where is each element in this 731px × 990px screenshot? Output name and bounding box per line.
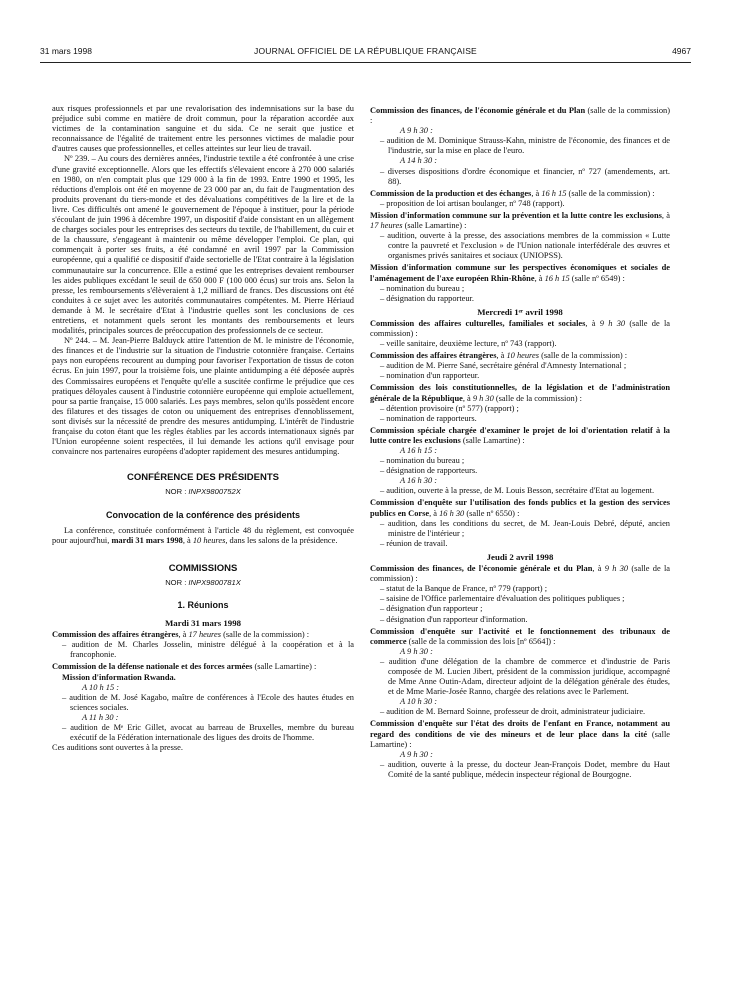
session-time: A 16 h 15 : xyxy=(400,446,438,455)
agenda-item: – désignation du rapporteur. xyxy=(380,293,474,303)
day-heading: Mardi 31 mars 1998 xyxy=(165,618,241,629)
day-heading: Mercredi 1ᵉʳ avril 1998 xyxy=(477,306,563,317)
commission-entry: Mission d'information commune sur la prévention et la lutte contre les exclusions, à 17 heures (salle Lamartine) : xyxy=(370,210,671,231)
convocation-text: La conférence, constituée conformément à l'article 48 du règlement, est convoquée pour aujourd'hui, mardi 31 mars 1998, à 10 heures, dans les salons de la présidence. xyxy=(52,525,354,545)
agenda-item: – audition d'une délégation de la chambre de commerce et d'industrie de Paris composée de M. Lucien Jibert, président de la commission juridique, accompagné de Mme Anne Outin-Adam, directeur adjoint de la délégation générale des études, et de Mme Marie-Josée Ranno, chargée des relations avec le Parlement. xyxy=(380,656,670,697)
commission-entry: Commission des finances, de l'économie générale et du Plan (salle de la commission) : xyxy=(370,106,671,126)
agenda-item: – audition de M. Dominique Strauss-Kahn, ministre de l'économie, des finances et de l'industrie, sur la mise en place de l'euro. xyxy=(380,136,670,156)
commission-entry: Mission d'information commune sur les perspectives économiques et sociales de l'aménagement de l'axe européen Rhin-Rhône, à 16 h 15 (salle nº 6549) : xyxy=(370,263,670,283)
header-title: JOURNAL OFFICIEL DE LA RÉPUBLIQUE FRANÇAISE xyxy=(254,46,477,56)
agenda-item: – nomination de rapporteurs. xyxy=(380,413,477,423)
question-239: Nº 239. – Au cours des dernières années, l'industrie textile a été confrontée à une crise d'une gravité exceptionnelle. Alors que les effectifs s'élevaient encore à 270 000 salariés en 1980, on n'en comptait plus que 129 000 à la fin de 1993. Entre 1990 et 1995, les réductions d'emplois ont été en moyenne de 23 000 par an, du fait de l'augmentation des produits provenant du tiers-monde et des dévaluations compétitives de la lire et de la livre. Ces difficultés ont amené le gouvernement de l'époque à instituer, pour la période s'écoulant de juin 1996 à décembre 1997, un dispositif d'aide consistant en un allègement de charges sociales pour les entreprises des secteurs du textile, de l'habillement, du cuir et de la chaussure, s'engageant à maintenir ou même développer l'emploi. Ce plan, qui commençait à porter ses fruits, a été condamné en avril 1997 par la Commission européenne, qui a qualifié ce dispositif d'aide sectorielle de l'Etat contraire à la législation communautaire sur la concurrence. Elle a estimé que les entreprises devaient rembourser les aides publiques excédant le seuil de 650 000 F (100 000 écus) sur trois ans. Selon la presse, les remboursements s'élèveraient à 1,2 milliard de francs. Des discussions ont été conduites à ce sujet avec les autorités communautaires compétentes. M. Pierre Hériaud demande à M. le secrétaire d'Etat à l'industrie quelles sont les conclusions de ces entretiens, et notamment quels seront les montants des remboursements et leurs modalités, principales sources de préoccupation des professionnels de ce secteur. xyxy=(52,154,354,336)
agenda-item: – désignation d'un rapporteur d'information. xyxy=(380,614,528,624)
section-title-conference: CONFÉRENCE DES PRÉSIDENTS xyxy=(126,472,280,484)
page-number: 4967 xyxy=(672,46,691,56)
commission-entry: Commission de la défense nationale et des forces armées (salle Lamartine) : xyxy=(52,662,317,672)
left-column xyxy=(52,104,354,753)
agenda-item: – désignation de rapporteurs. xyxy=(380,466,478,476)
session-time: A 11 h 30 : xyxy=(82,712,119,722)
session-time: A 9 h 30 : xyxy=(400,749,433,759)
agenda-item: – audition de M. Pierre Sané, secrétaire général d'Amnesty International ; xyxy=(380,361,627,371)
nor-reference: NOR : INPX9800781X xyxy=(165,577,241,587)
agenda-item: – veille sanitaire, deuxième lecture, nº 743 (rapport). xyxy=(380,339,557,349)
commission-entry: Commission des finances, de l'économie générale et du Plan, à 9 h 30 (salle de la commission) : xyxy=(370,564,671,584)
reunions-heading: 1. Réunions xyxy=(177,599,229,610)
session-time: A 10 h 15 : xyxy=(82,682,120,692)
agenda-item: – audition, ouverte à la presse, de M. Louis Besson, secrétaire d'Etat au logement. xyxy=(380,486,655,496)
press-note: Ces auditions sont ouvertes à la presse. xyxy=(52,743,183,753)
question-244: Nº 244. – M. Jean-Pierre Balduyck attire l'attention de M. le ministre de l'économie, des finances et de l'industrie sur la situation de l'industrie cotonnière française. Certains pays non européens recourent au dumping pour favoriser l'exportation de tissus de coton écrus. En juin 1997, pour la troisième fois, une plainte antidumping a été déposée auprès des Commissaires européens et l'enquête qu'elle a suscitée confirme le préjudice que ces pratiques déloyales causent à l'industrie cotonnière européenne qui emploie actuellement, pour sa partie française, 15 000 salariés. Les pays membres, selon qu'ils possèdent encore des filatures et des tissages de coton ou uniquement des entreprises d'ennoblissement, sont divisés sur la nécessité de prendre des mesures antidumping. L'intérêt de l'industrie française du coton étant que les règles établies par les accords internationaux signés par l'Union européenne soient respectées, il lui demande les actions qu'il envisage pour convaincre nos partenaires européens d'adopter rapidement des mesures antidumping. xyxy=(52,336,354,457)
agenda-item: – nomination du bureau ; xyxy=(380,456,465,466)
agenda-item: – audition, ouverte à la presse, du docteur Jean-François Dodet, membre du Haut Comité de la santé publique, médecin inspecteur régional de Bourgogne. xyxy=(380,759,670,779)
mission-title: Mission d'information Rwanda. xyxy=(62,672,176,682)
header-rule xyxy=(40,62,691,63)
commission-entry: Commission des affaires étrangères, à 10 heures (salle de la commission) : xyxy=(370,351,628,361)
agenda-item: – désignation d'un rapporteur ; xyxy=(380,604,483,614)
commission-entry: Commission des affaires étrangères, à 17 heures (salle de la commission) : xyxy=(52,630,310,640)
agenda-item: – audition de M. Bernard Soinne, professeur de droit, administrateur judiciaire. xyxy=(380,707,646,717)
nor-reference: NOR : INPX9800752X xyxy=(165,487,241,497)
agenda-item: – audition de M. Charles Josselin, ministre délégué à la coopération et à la francophonie. xyxy=(62,640,354,660)
header-date: 31 mars 1998 xyxy=(40,46,92,56)
session-time: A 9 h 30 : xyxy=(400,126,433,136)
commission-entry: Commission d'enquête sur l'activité et le fonctionnement des tribunaux de commerce (salle de la commission des lois [nº 6564]) : xyxy=(370,626,670,646)
paragraph: aux risques professionnels et par une revalorisation des indemnisations sur la base du préjudice subi comme en matière de droit commun, pour la réparation accordée aux victimes de la contamination sanguine et du sida. Ce ne serait que justice et reconnaissance de l'égalité de traitement entre les personnes victimes de maladie pour d'autres causes que professionnelles, et celles atteintes sur leur lieu de travail. xyxy=(52,104,354,154)
agenda-item: – diverses dispositions d'ordre économique et financier, nº 727 (amendements, art. 88). xyxy=(380,166,670,186)
agenda-item: – détention provisoire (nº 577) (rapport) ; xyxy=(380,403,519,413)
agenda-item: – audition, ouverte à la presse, des associations membres de la commission « Lutte contre la pauvreté et l'exclusion » de l'Union nationale interfédérale des œuvres et organismes privés sanitaires et sociaux (UNIOPSS). xyxy=(380,231,670,261)
agenda-item: – audition, dans les conditions du secret, de M. Jean-Louis Debré, député, ancien ministre de l'intérieur ; xyxy=(380,518,670,538)
agenda-item: – proposition de loi artisan boulanger, nº 748 (rapport). xyxy=(380,198,565,208)
agenda-item: – audition de Mᵉ Eric Gillet, avocat au barreau de Bruxelles, membre du bureau exécutif de la Fédération internationale des ligues des droits de l'homme. xyxy=(62,722,354,743)
session-time: A 14 h 30 : xyxy=(400,156,438,166)
day-heading: Jeudi 2 avril 1998 xyxy=(486,551,554,562)
session-time: A 16 h 30 : xyxy=(400,476,438,486)
commission-entry: Commission des lois constitutionnelles, de la législation et de l'administration générale de la République, à 9 h 30 (salle de la commission) : xyxy=(370,383,670,403)
running-header xyxy=(40,46,691,60)
commission-entry: Commission de la production et des échanges, à 16 h 15 (salle de la commission) : xyxy=(370,188,655,198)
section-title-commissions: COMMISSIONS xyxy=(168,562,238,574)
agenda-item: – audition de M. José Kagabo, maître de conférences à l'Ecole des hautes études en sciences sociales. xyxy=(62,692,354,712)
commission-entry: Commission des affaires culturelles, familiales et sociales, à 9 h 30 (salle de la commission) : xyxy=(370,318,671,338)
agenda-item: – saisine de l'Office parlementaire d'évaluation des politiques publiques ; xyxy=(380,594,625,604)
session-time: A 9 h 30 : xyxy=(400,646,433,656)
agenda-item: – réunion de travail. xyxy=(380,538,448,548)
agenda-item: – nomination d'un rapporteur. xyxy=(380,371,480,381)
right-column xyxy=(370,104,670,780)
commission-entry: Commission spéciale chargée d'examiner le projet de loi d'orientation relatif à la lutte contre les exclusions (salle Lamartine) : xyxy=(370,425,670,445)
session-time: A 10 h 30 : xyxy=(400,697,438,707)
commission-entry: Commission d'enquête sur l'utilisation des fonds publics et la gestion des services publics en Corse, à 16 h 30 (salle nº 6550) : xyxy=(370,498,670,518)
agenda-item: – nomination du bureau ; xyxy=(380,283,465,293)
convocation-heading: Convocation de la conférence des présidents xyxy=(105,510,301,521)
agenda-item: – statut de la Banque de France, nº 779 (rapport) ; xyxy=(380,584,548,594)
commission-entry: Commission d'enquête sur l'état des droits de l'enfant en France, notamment au regard des conditions de vie des mineurs et de leur place dans la cité (salle Lamartine) : xyxy=(370,719,670,749)
